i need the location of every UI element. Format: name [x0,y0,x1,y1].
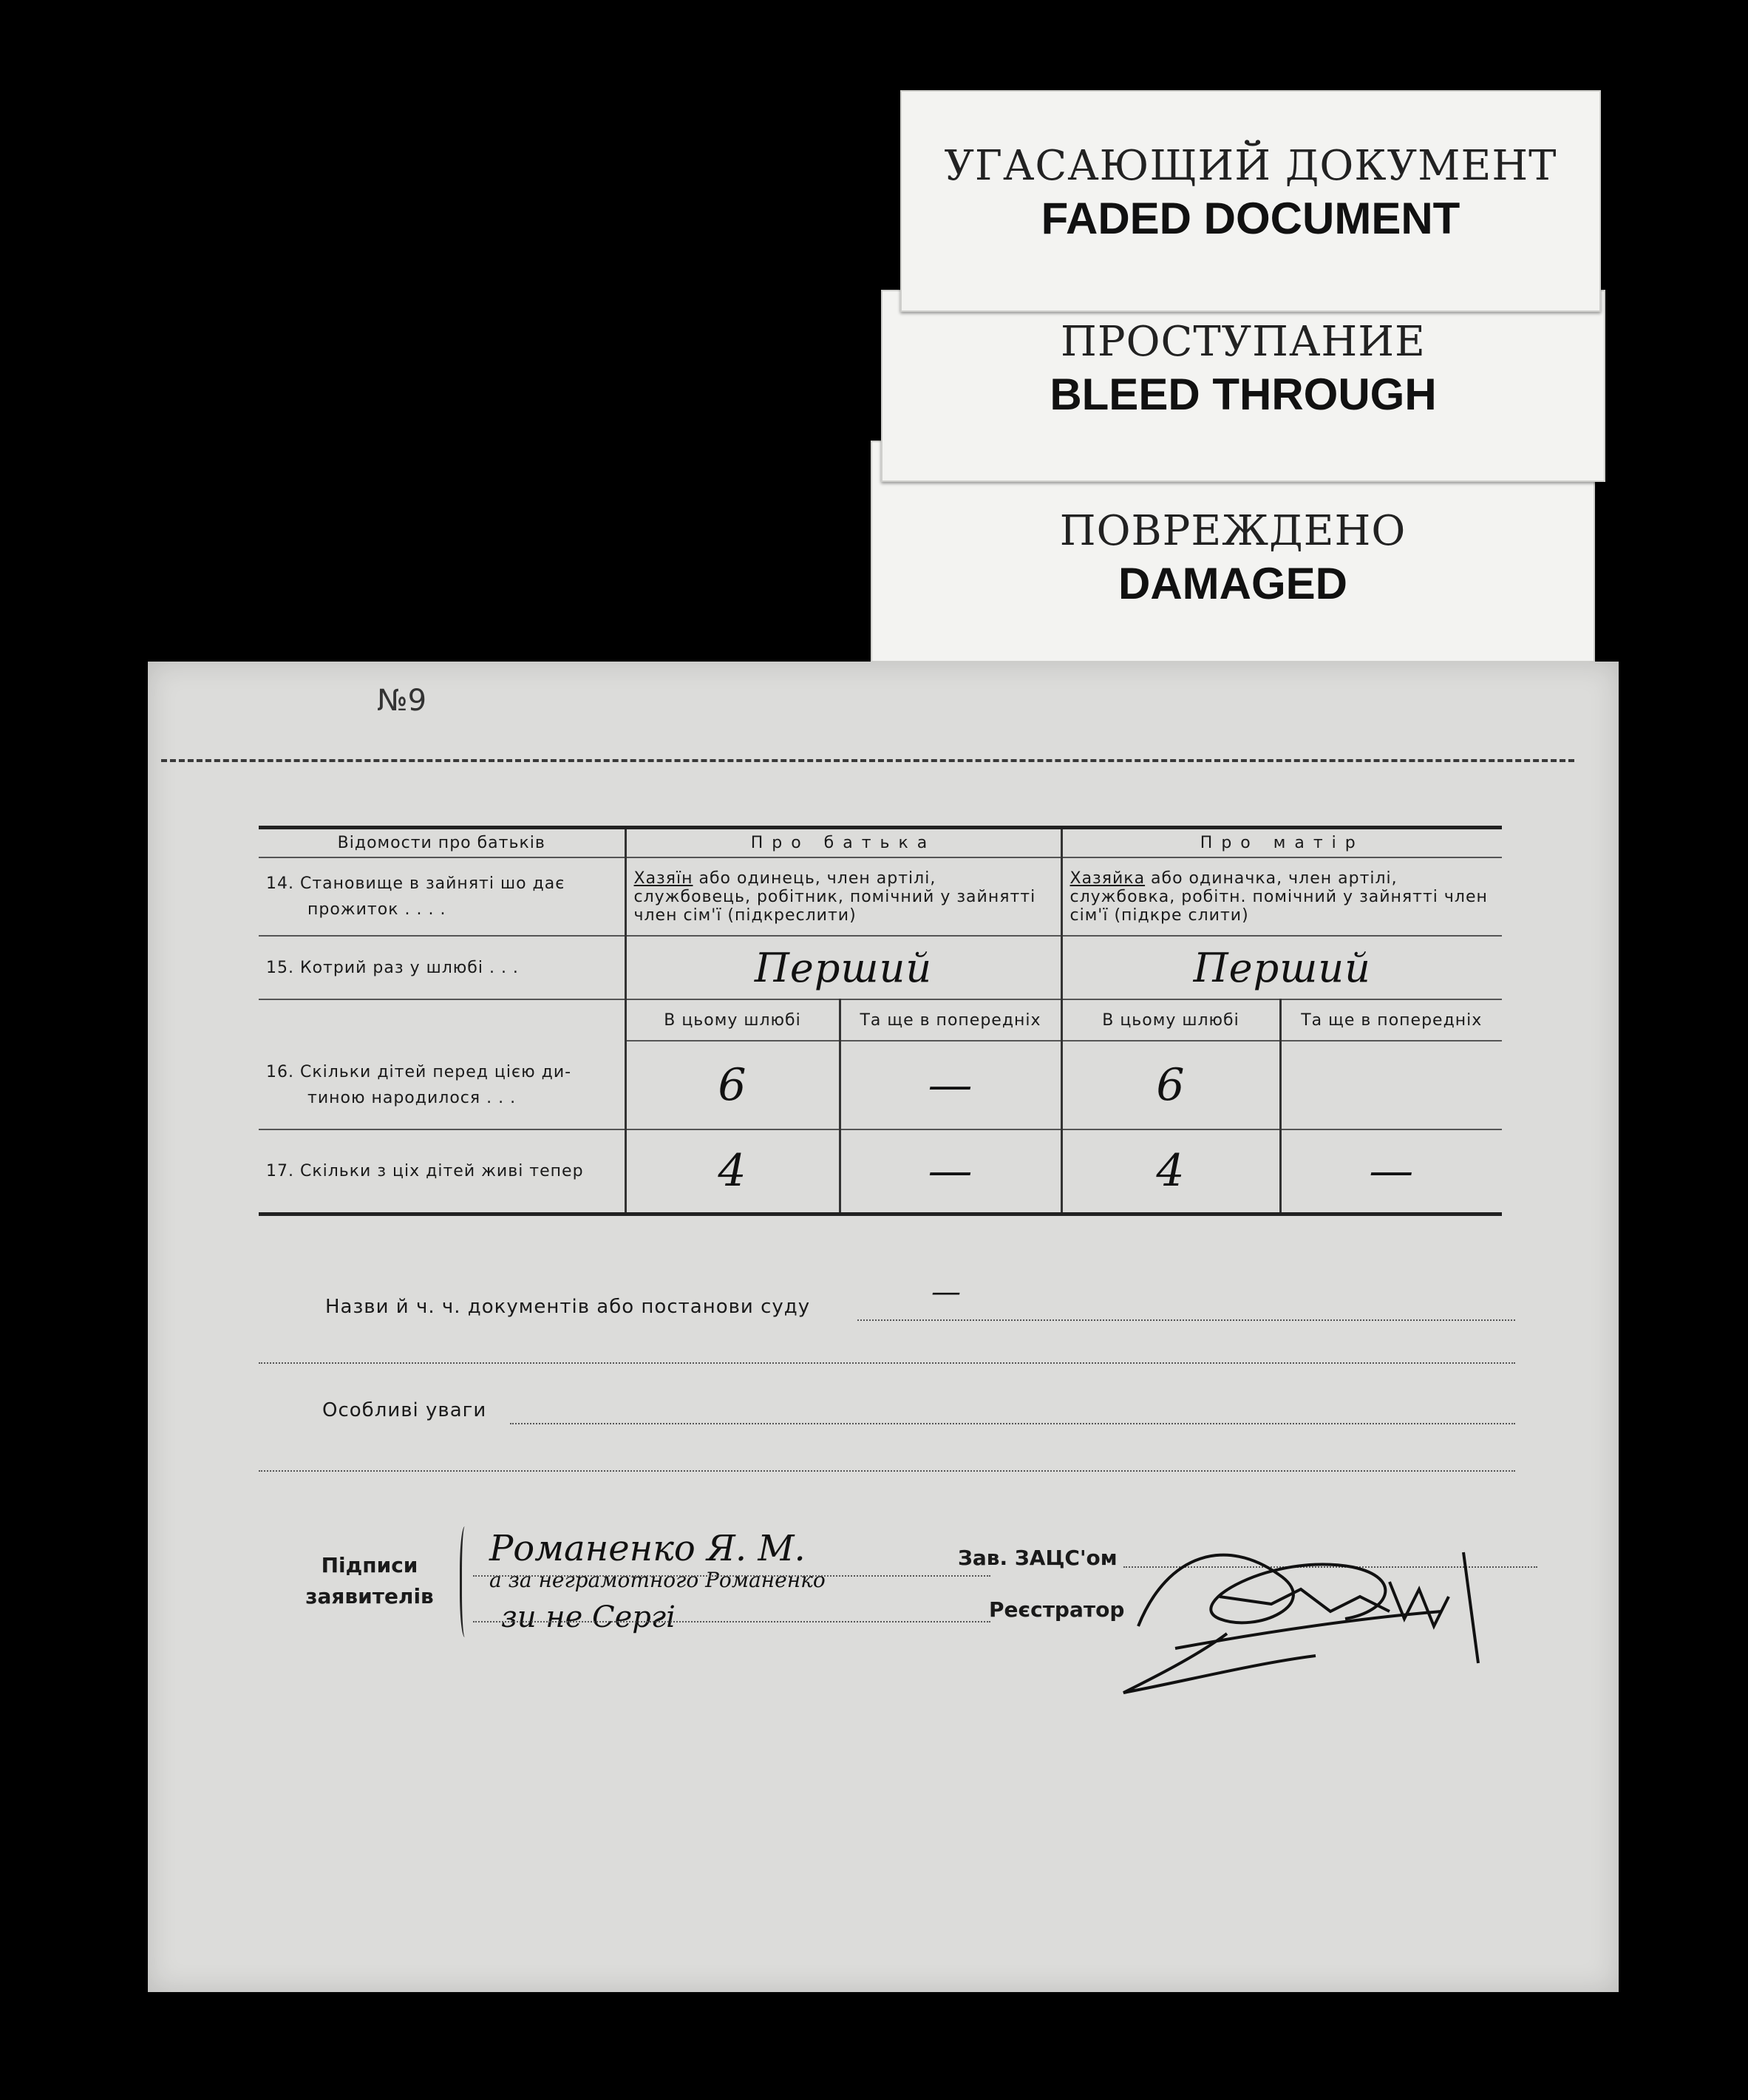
notes-dotted-line [510,1423,1515,1424]
row16-mother-this: 6 [1061,1041,1280,1129]
bleed-ru-label: ПРОСТУПАНИЕ [1061,318,1426,366]
header-parents-info: Відомости про батьків [259,828,625,858]
signature-note-2: зи не Сергі [501,1600,676,1634]
row16-father-prev: — [840,1041,1061,1129]
subheader-mother-this: В цьому шлюбі [1061,999,1280,1041]
row15-mother-value: Перший [1061,936,1502,999]
row14-label-line2: прожиток . . . . [307,900,446,919]
registrar-signature-mark [1109,1508,1552,1700]
registry-form-sheet [148,662,1619,1992]
faded-ru-label: УГАСАЮЩИЙ ДОКУМЕНТ [944,142,1557,190]
damaged-en-label: DAMAGED [1118,559,1347,608]
subheader-mother-prev: Та ще в попередніх [1280,999,1502,1041]
signatures-label: Підписи заявителів [305,1553,434,1608]
mother-occupation-text: або одиначка, член артілі, службовка, робітн. помічний у зайнятті член сім'ї (підкре слити) [1069,869,1488,925]
row14-label [259,857,625,936]
row16-label [259,1041,625,1129]
row15-father-value: Перший [625,936,1061,999]
row14-label-line1: 14. Становище в зайняті шо дає [266,874,565,893]
table-row-children-alive [259,1129,1502,1214]
row17-father-prev: — [840,1129,1061,1214]
table-row-marriage-count [259,936,1502,999]
row15-label: 15. Котрий раз у шлюбі . . . [259,936,625,999]
row17-label: 17. Скільки з ціх дітей живі тепер [259,1129,625,1214]
row16-label-line1: 16. Скільки дітей перед цією ди- [266,1062,572,1081]
table-subheader-row [259,999,1502,1041]
table-row-children-born [259,1041,1502,1129]
header-mother: Про матір [1061,828,1502,858]
notes-dotted-line-2 [259,1470,1515,1472]
subheader-father-prev: Та ще в попередніх [840,999,1061,1041]
father-occupation-text: або одинець, член артілі, службовець, робітник, помічний у зайнятті член сім'ї (підкреслити) [633,869,1036,925]
subheader-father-this: В цьому шлюбі [625,999,840,1041]
faded-flag-card [900,90,1601,312]
subheader-spacer [259,999,625,1041]
row17-mother-this: 4 [1061,1129,1280,1214]
signature-name: Романенко Я. М. [489,1528,806,1569]
head-label: Зав. ЗАЦС'ом [958,1546,1118,1570]
damaged-ru-label: ПОВРЕЖДЕНО [1059,507,1407,555]
registrar-label: Реєстратор [989,1597,1125,1622]
faded-en-label: FADED DOCUMENT [1041,194,1460,243]
signatures-brace [460,1526,472,1637]
bleed-en-label: BLEED THROUGH [1050,370,1437,419]
documents-dotted-line-2 [259,1362,1515,1364]
row16-label-line2: тиною народилося . . . [307,1088,517,1107]
perforation-line [161,759,1574,762]
table-header-row [259,828,1502,858]
documents-value: — [931,1275,961,1309]
signature-note: а за неграмотного Романенко [489,1568,826,1592]
row17-mother-prev: — [1280,1129,1502,1214]
documents-label: Назви й ч. ч. документів або постанови суду [325,1296,811,1318]
mother-occupation-underlined: Хазяйка [1069,869,1146,888]
notes-label: Особливі уваги [322,1399,487,1421]
row17-father-this: 4 [625,1129,840,1214]
table-row-occupation [259,857,1502,936]
row16-mother-prev [1280,1041,1502,1129]
parents-info-table [259,826,1502,1216]
sheet-number: №9 [377,684,427,718]
signature-line-2 [473,1621,990,1622]
documents-dotted-line [857,1319,1515,1321]
row16-father-this: 6 [625,1041,840,1129]
row14-mother-occupation [1061,857,1502,936]
signature-line-1 [473,1575,990,1577]
father-occupation-underlined: Хазяїн [633,869,693,888]
bleed-through-flag-card [881,290,1605,482]
row14-father-occupation [625,857,1061,936]
header-father: Про батька [625,828,1061,858]
